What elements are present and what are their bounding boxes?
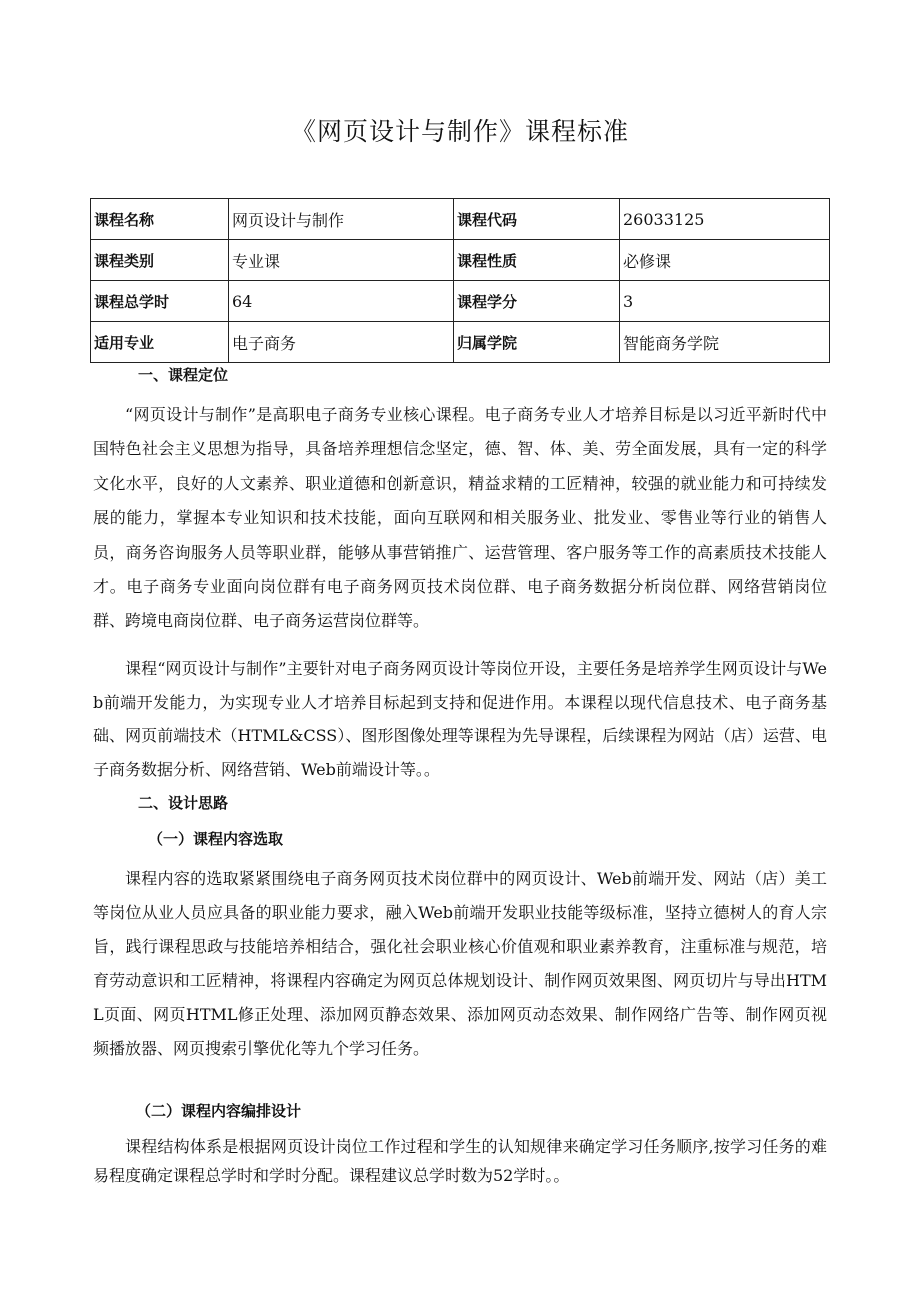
paragraph-content-arrangement: 课程结构体系是根据网页设计岗位工作过程和学生的认知规律来确定学习任务顺序,按学习任务的难易程度确定课程总学时和学时分配。课程建议总学时数为52学时。。 (93, 1137, 827, 1185)
subsection-heading-content-arrangement: （二）课程内容编排设计 (136, 1102, 302, 1120)
table-row (91, 281, 830, 322)
label-major: 适用专业 (91, 322, 229, 363)
label-course-nature: 课程性质 (454, 240, 620, 281)
table-row (91, 322, 830, 363)
section-heading-design: 二、设计思路 (138, 794, 229, 812)
value-course-nature: 必修课 (620, 240, 830, 281)
label-total-hours: 课程总学时 (91, 281, 229, 322)
label-credits: 课程学分 (454, 281, 620, 322)
value-course-name: 网页设计与制作 (229, 199, 454, 240)
subsection-heading-content-selection: （一）课程内容选取 (148, 830, 284, 848)
section-heading-positioning: 一、课程定位 (138, 366, 229, 384)
value-credits: 3 (620, 281, 830, 322)
label-college: 归属学院 (454, 322, 620, 363)
label-course-category: 课程类别 (91, 240, 229, 281)
table-row (91, 199, 830, 240)
table-row (91, 240, 830, 281)
course-info-table (90, 198, 830, 363)
label-course-code: 课程代码 (454, 199, 620, 240)
page-title: 《网页设计与制作》课程标准 (290, 117, 629, 146)
value-college: 智能商务学院 (620, 322, 830, 363)
label-course-name: 课程名称 (91, 199, 229, 240)
value-total-hours: 64 (229, 281, 454, 322)
value-course-category: 专业课 (229, 240, 454, 281)
paragraph-positioning-2: 课程“网页设计与制作”主要针对电子商务网页设计等岗位开设，主要任务是培养学生网页设计与Web前端开发能力，为实现专业人才培养目标起到支持和促进作用。本课程以现代信息技术、电子商务基础、网页前端技术（HTML&CSS）、图形图像处理等课程为先导课程，后续课程为网站（店）运营、电子商务数据分析、网络营销、Web前端设计等。。 (93, 659, 827, 779)
paragraph-content-selection: 课程内容的选取紧紧围绕电子商务网页技术岗位群中的网页设计、Web前端开发、网站（店）美工等岗位从业人员应具备的职业能力要求，融入Web前端开发职业技能等级标准，坚持立德树人的育人宗旨，践行课程思政与技能培养相结合，强化社会职业核心价值观和职业素养教育，注重标准与规范，培育劳动意识和工匠精神，将课程内容确定为网页总体规划设计、制作网页效果图、网页切片与导出HTML页面、网页HTML修正处理、添加网页静态效果、添加网页动态效果、制作网络广告等、制作网页视频播放器、网页搜索引擎优化等九个学习任务。 (93, 869, 827, 1058)
paragraph-positioning-1: “网页设计与制作”是高职电子商务专业核心课程。电子商务专业人才培养目标是以习近平新时代中国特色社会主义思想为指导，具备培养理想信念坚定，德、智、体、美、劳全面发展，具有一定的科学文化水平，良好的人文素养、职业道德和创新意识，精益求精的工匠精神，较强的就业能力和可持续发展的能力，掌握本专业知识和技术技能，面向互联网和相关服务业、批发业、零售业等行业的销售人员，商务咨询服务人员等职业群，能够从事营销推广、运营管理、客户服务等工作的高素质技术技能人才。电子商务专业面向岗位群有电子商务网页技术岗位群、电子商务数据分析岗位群、网络营销岗位群、跨境电商岗位群、电子商务运营岗位群等。 (93, 405, 827, 631)
value-course-code: 26033125 (620, 199, 830, 240)
value-major: 电子商务 (229, 322, 454, 363)
